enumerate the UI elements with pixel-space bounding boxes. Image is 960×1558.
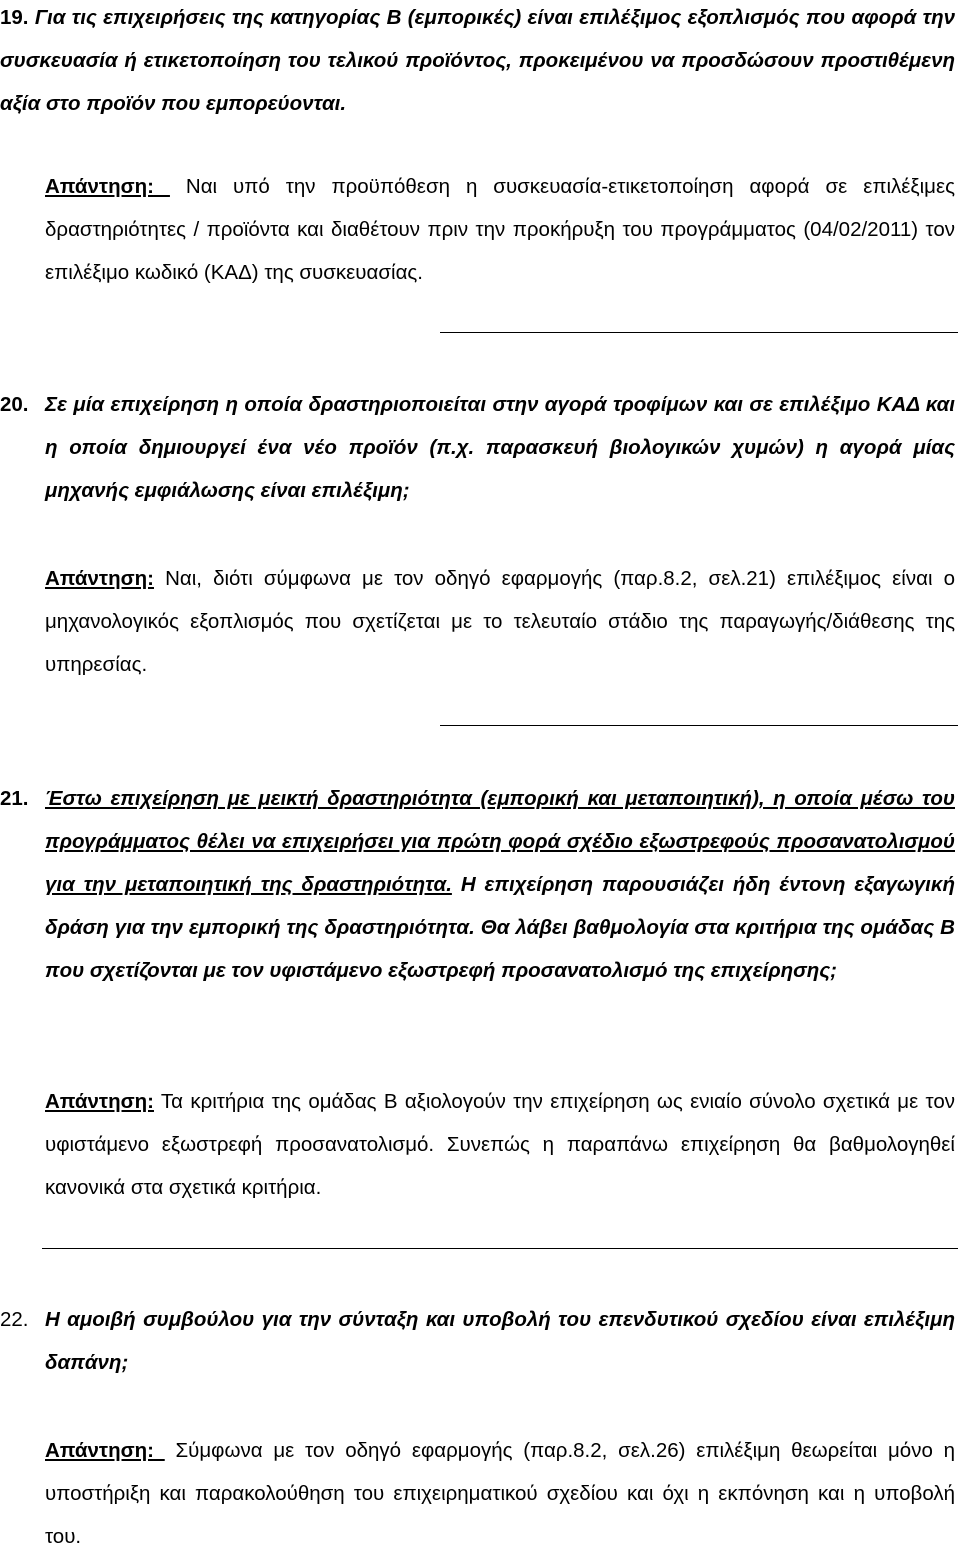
answer-label: Απάντηση: bbox=[45, 1439, 154, 1462]
question-21 bbox=[0, 777, 955, 992]
question-text-underlined: Έστω επιχείρηση με μεικτή δραστηριότητα (εμπορική και μεταποιητική), η οποία μέσω του προγράμματος θέλει να επιχειρήσει για πρώτη φορά σχέδιο εξωστρεφούς προσανατολισμού για την μεταποιητική της δραστηριότητα. bbox=[45, 787, 955, 896]
question-number: 21. bbox=[0, 787, 29, 810]
answer-text: Σύμφωνα με τον οδηγό εφαρμογής (παρ.8.2, σελ.26) επιλέξιμη θεωρείται μόνο η υποστήριξη και παρακολούθηση του επιχειρηματικού σχεδίου και όχι η εκπόνηση και η υποβολή του. bbox=[45, 1439, 955, 1548]
answer-label: Απάντηση: bbox=[45, 567, 154, 590]
answer-label: Απάντηση: bbox=[45, 1090, 154, 1113]
answer-21 bbox=[45, 1080, 955, 1209]
answer-22 bbox=[45, 1429, 955, 1558]
answer-text: Ναι, διότι σύμφωνα με τον οδηγό εφαρμογής (παρ.8.2, σελ.21) επιλέξιμος είναι ο μηχανολογικός εξοπλισμός που σχετίζεται με το τελευταίο στάδιο της παραγωγής/διάθεσης της υπηρεσίας. bbox=[45, 567, 955, 676]
separator-line bbox=[42, 1248, 958, 1249]
question-number: 20. bbox=[0, 393, 29, 416]
answer-label-gap bbox=[154, 175, 170, 198]
question-text: Για τις επιχειρήσεις της κατηγορίας Β (εμπορικές) είναι επιλέξιμος εξοπλισμός που αφορά την συσκευασία ή ετικετοποίηση του τελικού προϊόντος, προκειμένου να προσδώσουν προστιθέμενη αξία στο προϊόν που εμπορεύονται. bbox=[0, 6, 955, 115]
separator-line bbox=[440, 725, 958, 726]
separator-line bbox=[440, 332, 958, 333]
question-19 bbox=[0, 0, 955, 125]
question-text: Η αμοιβή συμβούλου για την σύνταξη και υποβολή του επενδυτικού σχεδίου είναι επιλέξιμη δαπάνη; bbox=[45, 1308, 955, 1374]
answer-label-gap bbox=[154, 1439, 165, 1462]
question-20 bbox=[0, 383, 955, 512]
answer-19 bbox=[45, 165, 955, 294]
answer-label: Απάντηση: bbox=[45, 175, 154, 198]
answer-text: Ναι υπό την προϋπόθεση η συσκευασία-ετικετοποίηση αφορά σε επιλέξιμες δραστηριότητες / προϊόντα και διαθέτουν πριν την προκήρυξη του προγράμματος (04/02/2011) τον επιλέξιμο κωδικό (ΚΑΔ) της συσκευασίας. bbox=[45, 175, 955, 284]
question-text: Η επιχείρηση παρουσιάζει ήδη έντονη εξαγωγική δράση για την εμπορική της δραστηριότητα. Θα λάβει βαθμολογία στα κριτήρια της ομάδας Β που σχετίζονται με τον υφιστάμενο εξωστρεφή προσανατολισμό της επιχείρησης; bbox=[45, 873, 955, 982]
question-22 bbox=[0, 1298, 955, 1384]
question-text: Σε μία επιχείρηση η οποία δραστηριοποιείται στην αγορά τροφίμων και σε επιλέξιμο ΚΑΔ και η οποία δημιουργεί ένα νέο προϊόν (π.χ. παρασκευή βιολογικών χυμών) η αγορά μίας μηχανής εμφιάλωσης είναι επιλέξιμη; bbox=[45, 393, 955, 502]
answer-20 bbox=[45, 557, 955, 686]
answer-text: Τα κριτήρια της ομάδας Β αξιολογούν την επιχείρηση ως ενιαίο σύνολο σχετικά με τον υφιστάμενο εξωστρεφή προσανατολισμό. Συνεπώς η παραπάνω επιχείρηση θα βαθμολογηθεί κανονικά στα σχετικά κριτήρια. bbox=[45, 1090, 955, 1199]
question-number: 19. bbox=[0, 6, 29, 29]
question-number: 22. bbox=[0, 1308, 29, 1331]
